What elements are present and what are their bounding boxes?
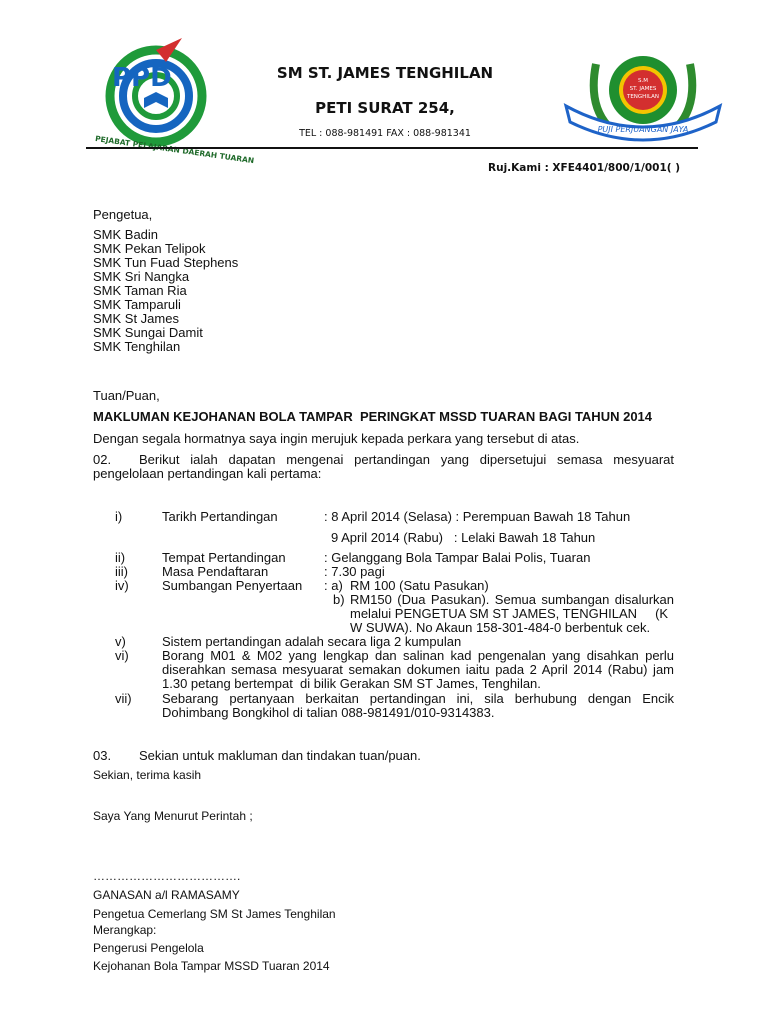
closing-by-order: Saya Yang Menurut Perintah ; <box>93 809 253 823</box>
item-value: : 7.30 pagi <box>324 564 385 579</box>
crest-line-3: TENGHILAN <box>626 94 660 100</box>
item-number: v) <box>115 634 126 649</box>
recipient-school: SMK St James <box>93 311 179 326</box>
signature-line: ………………………………. <box>93 869 241 883</box>
item-text: Borang M01 & M02 yang lengkap dan salinan kad pengenalan yang disahkan perlu <box>162 648 674 663</box>
recipient-school: SMK Tenghilan <box>93 339 181 354</box>
recipient-school: SMK Sungai Damit <box>93 325 203 340</box>
crest-motto: PUJI PERJUANGAN JAYA <box>597 125 689 134</box>
ppd-logo-ring-text: PEJABAT PELAJARAN DAERAH TUARAN <box>94 133 255 166</box>
recipient-school: SMK Badin <box>93 227 159 242</box>
po-box: PETI SURAT 254, <box>315 99 455 117</box>
item-value: : Gelanggang Bola Tampar Balai Polis, Tuaran <box>324 550 591 565</box>
signatory-event: Kejohanan Bola Tampar MSSD Tuaran 2014 <box>93 959 330 973</box>
intro-paragraph: Dengan segala hormatnya saya ingin merujuk kepada perkara yang tersebut di atas. <box>93 431 580 446</box>
school-crest <box>558 44 728 154</box>
para-02-number: 02. <box>93 452 112 467</box>
item-label: Sumbangan Penyertaan <box>162 578 303 593</box>
ppd-logo <box>86 36 255 166</box>
item-number: vii) <box>115 691 132 706</box>
greeting: Tuan/Puan, <box>93 388 160 403</box>
item-number: iii) <box>115 564 128 579</box>
item-text: 1.30 petang bertempat di bilik Gerakan SM ST James, Tenghilan. <box>162 676 541 691</box>
item-label: Tempat Pertandingan <box>162 550 286 565</box>
reference-number: Ruj.Kami : XFE4401/800/1/001( ) <box>488 162 680 174</box>
closing-thanks: Sekian, terima kasih <box>93 768 202 782</box>
item-text: Sebarang pertanyaan berkaitan pertandingan ini, sila berhubung dengan Encik <box>162 691 674 706</box>
signatory-name: GANASAN a/l RAMASAMY <box>93 888 240 902</box>
recipient-salutation: Pengetua, <box>93 207 153 222</box>
crest-line-1: S.M <box>638 78 648 84</box>
school-name: SM ST. JAMES TENGHILAN <box>276 64 494 82</box>
item-value: melalui PENGETUA SM ST JAMES, TENGHILAN (K <box>350 606 669 621</box>
recipient-school: SMK Taman Ria <box>93 283 187 298</box>
para-03-number: 03. <box>93 748 112 763</box>
item-text: Dohimbang Bongkihol di talian 088-981491/010-9314383. <box>162 705 495 720</box>
header-rule <box>86 147 698 149</box>
item-value: b) RM150 (Dua Pasukan). Semua sumbangan disalurkan <box>333 592 674 607</box>
recipient-school: SMK Pekan Telipok <box>93 241 206 256</box>
subject-line: MAKLUMAN KEJOHANAN BOLA TAMPAR PERINGKAT MSSD TUARAN BAGI TAHUN 2014 <box>93 409 653 424</box>
item-value: 9 April 2014 (Rabu) : Lelaki Bawah 18 Tahun <box>331 530 596 545</box>
item-value: W SUWA). No Akaun 158-301-484-0 berbentuk cek. <box>350 620 651 635</box>
signatory-title: Pengetua Cemerlang SM St James Tenghilan <box>93 907 336 921</box>
item-label: Tarikh Pertandingan <box>162 509 278 524</box>
para-03-text: Sekian untuk makluman dan tindakan tuan/puan. <box>139 748 421 763</box>
signatory-role: Pengerusi Pengelola <box>93 941 204 955</box>
item-number: ii) <box>115 550 126 565</box>
recipient-school: SMK Sri Nangka <box>93 269 190 284</box>
item-value: : 8 April 2014 (Selasa) : Perempuan Bawah 18 Tahun <box>324 509 631 524</box>
item-number: vi) <box>115 648 129 663</box>
item-text: diserahkan semasa mesyuarat semakan dokumen iaitu pada 2 April 2014 (Rabu) jam <box>162 662 674 677</box>
item-value: : a) RM 100 (Satu Pasukan) <box>324 578 489 593</box>
item-number: iv) <box>115 578 129 593</box>
contact-line: TEL : 088-981491 FAX : 088-981341 <box>299 128 471 139</box>
signatory-also: Merangkap: <box>93 923 157 937</box>
recipient-school: SMK Tamparuli <box>93 297 181 312</box>
crest-line-2: ST. JAMES <box>629 86 657 92</box>
recipient-school: SMK Tun Fuad Stephens <box>93 255 239 270</box>
para-02-line-2: pengelolaan pertandingan kali pertama: <box>93 466 322 481</box>
ppd-logo-text: PPD <box>112 63 172 93</box>
para-02-line-1: Berikut ialah dapatan mengenai pertandingan yang dipersetujui semasa mesyuarat <box>139 452 674 467</box>
item-label: Masa Pendaftaran <box>162 564 269 579</box>
item-text: Sistem pertandingan adalah secara liga 2 kumpulan <box>162 634 462 649</box>
item-number: i) <box>115 509 123 524</box>
